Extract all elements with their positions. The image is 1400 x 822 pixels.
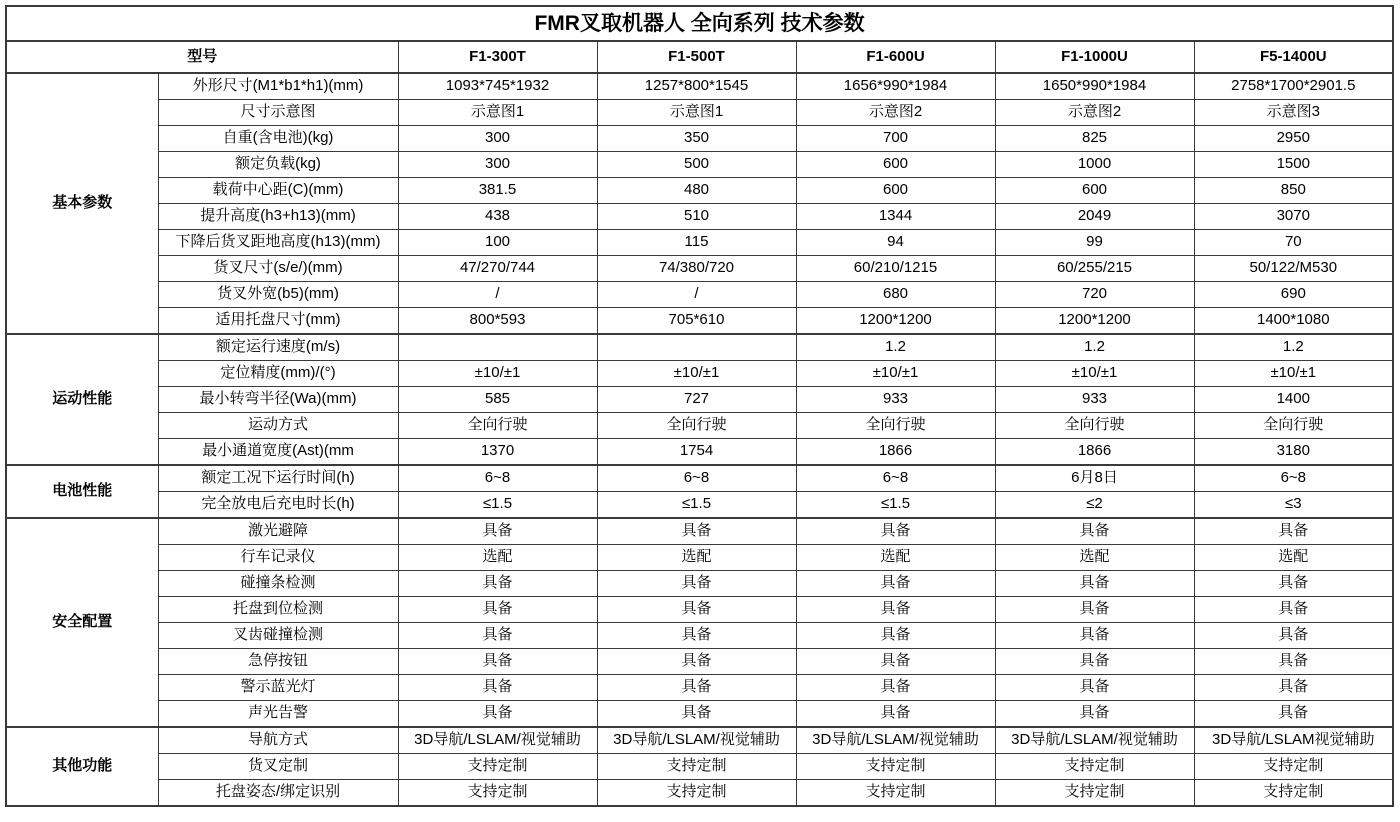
param-label: 额定负载(kg) — [158, 152, 398, 178]
table-row — [6, 518, 1393, 545]
value-cell: 1400 — [1194, 387, 1393, 413]
value-cell: 350 — [597, 126, 796, 152]
value-cell: 6月8日 — [995, 465, 1194, 492]
value-cell: 1866 — [796, 439, 995, 466]
value-cell: 115 — [597, 230, 796, 256]
param-label: 完全放电后充电时长(h) — [158, 492, 398, 519]
param-label: 自重(含电池)(kg) — [158, 126, 398, 152]
param-label: 外形尺寸(M1*b1*h1)(mm) — [158, 73, 398, 100]
value-cell: 100 — [398, 230, 597, 256]
value-cell: 2758*1700*2901.5 — [1194, 73, 1393, 100]
value-cell: 60/255/215 — [995, 256, 1194, 282]
value-cell: 具备 — [398, 597, 597, 623]
table-row — [6, 701, 1393, 728]
value-cell: 全向行驶 — [597, 413, 796, 439]
value-cell: ±10/±1 — [398, 361, 597, 387]
value-cell: 1.2 — [796, 334, 995, 361]
table-row — [6, 597, 1393, 623]
table-row — [6, 282, 1393, 308]
value-cell: 具备 — [597, 597, 796, 623]
value-cell: 300 — [398, 126, 597, 152]
model-header-F5-1400U: F5-1400U — [1194, 41, 1393, 73]
param-label: 运动方式 — [158, 413, 398, 439]
value-cell: 300 — [398, 152, 597, 178]
param-label: 托盘到位检测 — [158, 597, 398, 623]
value-cell: ≤1.5 — [398, 492, 597, 519]
param-label: 碰撞条检测 — [158, 571, 398, 597]
param-label: 额定运行速度(m/s) — [158, 334, 398, 361]
value-cell: 933 — [995, 387, 1194, 413]
value-cell: 具备 — [398, 571, 597, 597]
table-row — [6, 308, 1393, 335]
table-row — [6, 439, 1393, 466]
value-cell: 具备 — [597, 675, 796, 701]
param-label: 载荷中心距(C)(mm) — [158, 178, 398, 204]
value-cell: 支持定制 — [995, 754, 1194, 780]
table-row — [6, 204, 1393, 230]
value-cell: 500 — [597, 152, 796, 178]
value-cell: 支持定制 — [597, 754, 796, 780]
table-row — [6, 334, 1393, 361]
value-cell: 480 — [597, 178, 796, 204]
param-label: 托盘姿态/绑定识别 — [158, 780, 398, 807]
value-cell: 具备 — [597, 623, 796, 649]
param-label: 尺寸示意图 — [158, 100, 398, 126]
value-cell: 具备 — [796, 518, 995, 545]
table-row — [6, 754, 1393, 780]
value-cell: 3D导航/LSLAM/视觉辅助 — [796, 727, 995, 754]
param-label: 货叉尺寸(s/e/)(mm) — [158, 256, 398, 282]
value-cell: 825 — [995, 126, 1194, 152]
value-cell: 1093*745*1932 — [398, 73, 597, 100]
value-cell: 示意图2 — [995, 100, 1194, 126]
value-cell: 1370 — [398, 439, 597, 466]
table-row — [6, 545, 1393, 571]
value-cell: 727 — [597, 387, 796, 413]
value-cell: 示意图2 — [796, 100, 995, 126]
value-cell: 438 — [398, 204, 597, 230]
value-cell — [398, 334, 597, 361]
param-label: 适用托盘尺寸(mm) — [158, 308, 398, 335]
value-cell: 具备 — [398, 675, 597, 701]
value-cell: 全向行驶 — [398, 413, 597, 439]
table-row — [6, 100, 1393, 126]
value-cell: 600 — [995, 178, 1194, 204]
value-cell: 700 — [796, 126, 995, 152]
value-cell: 选配 — [398, 545, 597, 571]
param-label: 警示蓝光灯 — [158, 675, 398, 701]
value-cell: 具备 — [796, 597, 995, 623]
value-cell: 1000 — [995, 152, 1194, 178]
model-header-F1-600U: F1-600U — [796, 41, 995, 73]
table-row — [6, 649, 1393, 675]
model-header-F1-1000U: F1-1000U — [995, 41, 1194, 73]
value-cell: 支持定制 — [995, 780, 1194, 807]
value-cell — [597, 334, 796, 361]
param-label: 定位精度(mm)/(°) — [158, 361, 398, 387]
value-cell: 支持定制 — [1194, 754, 1393, 780]
value-cell: 2950 — [1194, 126, 1393, 152]
value-cell: 933 — [796, 387, 995, 413]
table-row — [6, 465, 1393, 492]
section-label-motion-performance: 运动性能 — [6, 334, 158, 465]
value-cell: 示意图3 — [1194, 100, 1393, 126]
table-row — [6, 623, 1393, 649]
section-label-basic-params: 基本参数 — [6, 73, 158, 334]
value-cell: 70 — [1194, 230, 1393, 256]
section-label-other-functions: 其他功能 — [6, 727, 158, 806]
value-cell: 600 — [796, 152, 995, 178]
value-cell: 60/210/1215 — [796, 256, 995, 282]
value-cell: 全向行驶 — [796, 413, 995, 439]
value-cell: 1866 — [995, 439, 1194, 466]
table-row — [6, 73, 1393, 100]
value-cell: 3D导航/LSLAM视觉辅助 — [1194, 727, 1393, 754]
table-row — [6, 230, 1393, 256]
value-cell: 支持定制 — [597, 780, 796, 807]
table-row — [6, 387, 1393, 413]
value-cell: 具备 — [995, 518, 1194, 545]
value-cell: 1650*990*1984 — [995, 73, 1194, 100]
value-cell: 具备 — [1194, 675, 1393, 701]
value-cell: 3D导航/LSLAM/视觉辅助 — [398, 727, 597, 754]
value-cell: 具备 — [1194, 623, 1393, 649]
page-title: FMR叉取机器人 全向系列 技术参数 — [6, 6, 1393, 41]
value-cell: 具备 — [995, 701, 1194, 728]
value-cell: 支持定制 — [398, 780, 597, 807]
value-cell: 381.5 — [398, 178, 597, 204]
value-cell: 1.2 — [995, 334, 1194, 361]
value-cell: 1.2 — [1194, 334, 1393, 361]
value-cell: 具备 — [398, 649, 597, 675]
value-cell: 705*610 — [597, 308, 796, 335]
value-cell: / — [398, 282, 597, 308]
value-cell: 99 — [995, 230, 1194, 256]
model-header-F1-300T: F1-300T — [398, 41, 597, 73]
param-label: 激光避障 — [158, 518, 398, 545]
value-cell: 585 — [398, 387, 597, 413]
table-row — [6, 492, 1393, 519]
param-label: 声光告警 — [158, 701, 398, 728]
table-row — [6, 413, 1393, 439]
value-cell: 选配 — [1194, 545, 1393, 571]
param-label: 货叉定制 — [158, 754, 398, 780]
value-cell: 具备 — [995, 623, 1194, 649]
value-cell: ≤2 — [995, 492, 1194, 519]
value-cell: 690 — [1194, 282, 1393, 308]
value-cell: 47/270/744 — [398, 256, 597, 282]
value-cell: 1656*990*1984 — [796, 73, 995, 100]
value-cell: ±10/±1 — [796, 361, 995, 387]
value-cell: 800*593 — [398, 308, 597, 335]
table-row — [6, 727, 1393, 754]
value-cell: 6~8 — [796, 465, 995, 492]
value-cell: 支持定制 — [398, 754, 597, 780]
value-cell: 600 — [796, 178, 995, 204]
value-cell: 具备 — [597, 518, 796, 545]
value-cell: 1200*1200 — [796, 308, 995, 335]
value-cell: 6~8 — [398, 465, 597, 492]
table-row — [6, 256, 1393, 282]
param-label: 提升高度(h3+h13)(mm) — [158, 204, 398, 230]
model-header-F1-500T: F1-500T — [597, 41, 796, 73]
value-cell: 1200*1200 — [995, 308, 1194, 335]
value-cell: ≤1.5 — [597, 492, 796, 519]
title-row — [6, 6, 1393, 41]
value-cell: 具备 — [398, 701, 597, 728]
value-cell: 3070 — [1194, 204, 1393, 230]
value-cell: 94 — [796, 230, 995, 256]
value-cell: 2049 — [995, 204, 1194, 230]
value-cell: 74/380/720 — [597, 256, 796, 282]
value-cell: 1400*1080 — [1194, 308, 1393, 335]
value-cell: 3D导航/LSLAM/视觉辅助 — [597, 727, 796, 754]
value-cell: 示意图1 — [398, 100, 597, 126]
value-cell: 具备 — [1194, 701, 1393, 728]
value-cell: 50/122/M530 — [1194, 256, 1393, 282]
section-label-battery-performance: 电池性能 — [6, 465, 158, 518]
value-cell: 支持定制 — [1194, 780, 1393, 807]
value-cell: 示意图1 — [597, 100, 796, 126]
value-cell: ≤3 — [1194, 492, 1393, 519]
param-label: 额定工况下运行时间(h) — [158, 465, 398, 492]
section-label-safety-config: 安全配置 — [6, 518, 158, 727]
value-cell: 具备 — [796, 571, 995, 597]
value-cell: 选配 — [597, 545, 796, 571]
value-cell: 6~8 — [1194, 465, 1393, 492]
value-cell: 3180 — [1194, 439, 1393, 466]
model-column-header: 型号 — [6, 41, 398, 73]
value-cell: 1754 — [597, 439, 796, 466]
value-cell: ±10/±1 — [995, 361, 1194, 387]
value-cell: 具备 — [796, 623, 995, 649]
value-cell: 支持定制 — [796, 754, 995, 780]
value-cell: / — [597, 282, 796, 308]
value-cell: 具备 — [796, 649, 995, 675]
value-cell: 全向行驶 — [995, 413, 1194, 439]
table-row — [6, 780, 1393, 807]
value-cell: ≤1.5 — [796, 492, 995, 519]
value-cell: 850 — [1194, 178, 1393, 204]
value-cell: 支持定制 — [796, 780, 995, 807]
value-cell: 1500 — [1194, 152, 1393, 178]
value-cell: 具备 — [1194, 649, 1393, 675]
value-cell: 具备 — [796, 701, 995, 728]
value-cell: 具备 — [995, 597, 1194, 623]
table-row — [6, 361, 1393, 387]
value-cell: 具备 — [1194, 571, 1393, 597]
table-row — [6, 152, 1393, 178]
value-cell: 具备 — [398, 518, 597, 545]
value-cell: 720 — [995, 282, 1194, 308]
value-cell: 1257*800*1545 — [597, 73, 796, 100]
spec-table — [5, 5, 1394, 807]
value-cell: 具备 — [1194, 518, 1393, 545]
value-cell: 510 — [597, 204, 796, 230]
value-cell: 1344 — [796, 204, 995, 230]
value-cell: 具备 — [597, 649, 796, 675]
model-header-row — [6, 41, 1393, 73]
value-cell: 680 — [796, 282, 995, 308]
param-label: 导航方式 — [158, 727, 398, 754]
value-cell: 3D导航/LSLAM/视觉辅助 — [995, 727, 1194, 754]
value-cell: 具备 — [796, 675, 995, 701]
value-cell: 具备 — [1194, 597, 1393, 623]
table-row — [6, 675, 1393, 701]
table-row — [6, 178, 1393, 204]
value-cell: ±10/±1 — [597, 361, 796, 387]
param-label: 货叉外宽(b5)(mm) — [158, 282, 398, 308]
param-label: 下降后货叉距地高度(h13)(mm) — [158, 230, 398, 256]
param-label: 行车记录仪 — [158, 545, 398, 571]
value-cell: 具备 — [995, 571, 1194, 597]
param-label: 急停按钮 — [158, 649, 398, 675]
value-cell: 具备 — [597, 571, 796, 597]
value-cell: 6~8 — [597, 465, 796, 492]
value-cell: ±10/±1 — [1194, 361, 1393, 387]
param-label: 最小通道宽度(Ast)(mm — [158, 439, 398, 466]
value-cell: 选配 — [995, 545, 1194, 571]
value-cell: 选配 — [796, 545, 995, 571]
value-cell: 具备 — [398, 623, 597, 649]
table-row — [6, 571, 1393, 597]
param-label: 最小转弯半径(Wa)(mm) — [158, 387, 398, 413]
value-cell: 具备 — [995, 649, 1194, 675]
table-row — [6, 126, 1393, 152]
param-label: 叉齿碰撞检测 — [158, 623, 398, 649]
value-cell: 全向行驶 — [1194, 413, 1393, 439]
value-cell: 具备 — [995, 675, 1194, 701]
value-cell: 具备 — [597, 701, 796, 728]
